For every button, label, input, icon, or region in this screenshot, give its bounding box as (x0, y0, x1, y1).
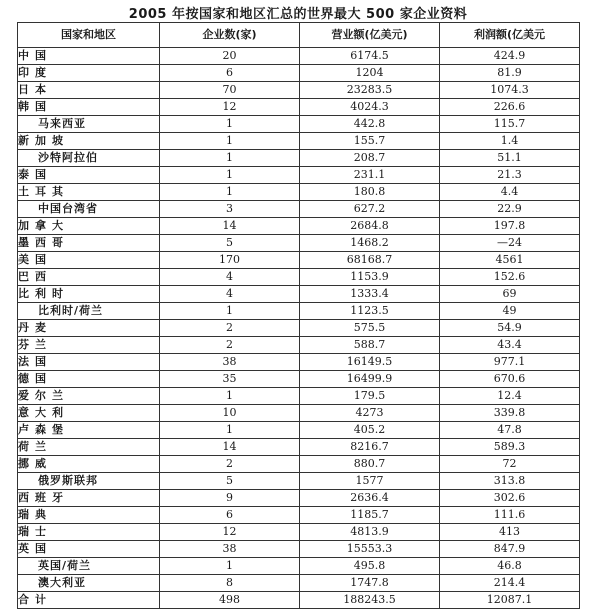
cell-country: 爱尔兰 (18, 388, 160, 405)
cell-count: 5 (160, 235, 300, 252)
table-row (18, 218, 580, 235)
cell-country: 土耳其 (18, 184, 160, 201)
table-row (18, 201, 580, 218)
cell-count: 3 (160, 201, 300, 218)
table-row (18, 354, 580, 371)
table-row (18, 167, 580, 184)
table-row (18, 388, 580, 405)
cell-count: 10 (160, 405, 300, 422)
document-title: 2005 年按国家和地区汇总的世界最大 500 家企业资料 (128, 7, 468, 22)
cell-revenue: 4813.9 (300, 524, 440, 541)
table-row (18, 252, 580, 269)
cell-profit: 197.8 (440, 218, 580, 235)
cell-count: 1 (160, 388, 300, 405)
cell-count: 1 (160, 558, 300, 575)
cell-country: 意大利 (18, 405, 160, 422)
cell-count: 2 (160, 456, 300, 473)
cell-country: 卢森堡 (18, 422, 160, 439)
cell-country: 比利时 (18, 286, 160, 303)
cell-country: 巴西 (18, 269, 160, 286)
cell-revenue: 208.7 (300, 150, 440, 167)
cell-revenue: 4273 (300, 405, 440, 422)
cell-revenue: 16499.9 (300, 371, 440, 388)
table-row (18, 337, 580, 354)
header-count: 企业数(家) (160, 23, 300, 48)
cell-count: 2 (160, 337, 300, 354)
cell-country: 英国/荷兰 (18, 558, 160, 575)
cell-country: 丹麦 (18, 320, 160, 337)
cell-country: 合计 (18, 592, 160, 609)
cell-revenue: 1204 (300, 65, 440, 82)
cell-profit: 111.6 (440, 507, 580, 524)
cell-profit: 1074.3 (440, 82, 580, 99)
cell-profit: 12.4 (440, 388, 580, 405)
cell-revenue: 1468.2 (300, 235, 440, 252)
cell-country: 沙特阿拉伯 (18, 150, 160, 167)
cell-profit: 977.1 (440, 354, 580, 371)
cell-revenue: 2636.4 (300, 490, 440, 507)
cell-profit: 46.8 (440, 558, 580, 575)
cell-revenue: 6174.5 (300, 48, 440, 65)
cell-revenue: 627.2 (300, 201, 440, 218)
header-row (18, 23, 580, 48)
cell-profit: 4.4 (440, 184, 580, 201)
table-row (18, 150, 580, 167)
cell-revenue: 880.7 (300, 456, 440, 473)
cell-country: 新加坡 (18, 133, 160, 150)
cell-country: 瑞士 (18, 524, 160, 541)
header-country: 国家和地区 (18, 23, 160, 48)
cell-count: 12 (160, 524, 300, 541)
cell-revenue: 405.2 (300, 422, 440, 439)
cell-revenue: 231.1 (300, 167, 440, 184)
table-row (18, 82, 580, 99)
table-row (18, 541, 580, 558)
table-row (18, 473, 580, 490)
cell-revenue: 575.5 (300, 320, 440, 337)
cell-count: 6 (160, 507, 300, 524)
cell-profit: 21.3 (440, 167, 580, 184)
cell-count: 9 (160, 490, 300, 507)
cell-profit: 51.1 (440, 150, 580, 167)
table-row (18, 48, 580, 65)
cell-count: 14 (160, 218, 300, 235)
table-row (18, 184, 580, 201)
table-row (18, 116, 580, 133)
cell-count: 1 (160, 167, 300, 184)
cell-count: 4 (160, 269, 300, 286)
cell-count: 20 (160, 48, 300, 65)
cell-revenue: 1123.5 (300, 303, 440, 320)
cell-revenue: 1577 (300, 473, 440, 490)
cell-revenue: 442.8 (300, 116, 440, 133)
table-row (18, 405, 580, 422)
cell-count: 1 (160, 150, 300, 167)
cell-revenue: 1185.7 (300, 507, 440, 524)
cell-profit: 413 (440, 524, 580, 541)
cell-profit: 670.6 (440, 371, 580, 388)
cell-revenue: 8216.7 (300, 439, 440, 456)
cell-revenue: 588.7 (300, 337, 440, 354)
table-row (18, 558, 580, 575)
cell-country: 中国台湾省 (18, 201, 160, 218)
cell-profit: 424.9 (440, 48, 580, 65)
cell-count: 38 (160, 541, 300, 558)
cell-revenue: 4024.3 (300, 99, 440, 116)
cell-count: 4 (160, 286, 300, 303)
cell-revenue: 1153.9 (300, 269, 440, 286)
table-row (18, 235, 580, 252)
cell-count: 1 (160, 184, 300, 201)
cell-revenue: 15553.3 (300, 541, 440, 558)
cell-count: 1 (160, 133, 300, 150)
cell-country: 泰国 (18, 167, 160, 184)
cell-profit: 1.4 (440, 133, 580, 150)
cell-revenue: 68168.7 (300, 252, 440, 269)
cell-revenue: 23283.5 (300, 82, 440, 99)
cell-profit: 313.8 (440, 473, 580, 490)
cell-country: 德国 (18, 371, 160, 388)
cell-profit: 115.7 (440, 116, 580, 133)
cell-count: 1 (160, 303, 300, 320)
table-row (18, 575, 580, 592)
cell-count: 14 (160, 439, 300, 456)
cell-revenue: 180.8 (300, 184, 440, 201)
cell-count: 170 (160, 252, 300, 269)
cell-count: 2 (160, 320, 300, 337)
table-row (18, 371, 580, 388)
table-row (18, 303, 580, 320)
cell-profit: 4561 (440, 252, 580, 269)
table-row (18, 422, 580, 439)
cell-country: 西班牙 (18, 490, 160, 507)
table-row (18, 133, 580, 150)
cell-country: 日本 (18, 82, 160, 99)
cell-revenue: 155.7 (300, 133, 440, 150)
table-row (18, 524, 580, 541)
cell-profit: 226.6 (440, 99, 580, 116)
cell-country: 加拿大 (18, 218, 160, 235)
table-row (18, 286, 580, 303)
cell-profit: 43.4 (440, 337, 580, 354)
cell-country: 印度 (18, 65, 160, 82)
table-row (18, 507, 580, 524)
header-revenue: 营业额(亿美元) (300, 23, 440, 48)
cell-country: 中国 (18, 48, 160, 65)
cell-country: 美国 (18, 252, 160, 269)
table-body (18, 48, 580, 609)
table-row (18, 65, 580, 82)
cell-country: 荷兰 (18, 439, 160, 456)
cell-revenue: 16149.5 (300, 354, 440, 371)
cell-count: 8 (160, 575, 300, 592)
cell-country: 韩国 (18, 99, 160, 116)
cell-revenue: 495.8 (300, 558, 440, 575)
cell-count: 38 (160, 354, 300, 371)
table-row (18, 269, 580, 286)
cell-profit: 72 (440, 456, 580, 473)
cell-revenue: 179.5 (300, 388, 440, 405)
cell-profit: 589.3 (440, 439, 580, 456)
cell-count: 12 (160, 99, 300, 116)
cell-profit: 49 (440, 303, 580, 320)
cell-count: 70 (160, 82, 300, 99)
cell-count: 5 (160, 473, 300, 490)
table-row (18, 439, 580, 456)
header-profit: 利润额(亿美元 (440, 23, 580, 48)
cell-profit: 12087.1 (440, 592, 580, 609)
cell-country: 比利时/荷兰 (18, 303, 160, 320)
cell-count: 1 (160, 422, 300, 439)
cell-profit: 847.9 (440, 541, 580, 558)
cell-revenue: 1333.4 (300, 286, 440, 303)
cell-country: 澳大利亚 (18, 575, 160, 592)
cell-profit: 69 (440, 286, 580, 303)
table-row (18, 320, 580, 337)
cell-country: 挪威 (18, 456, 160, 473)
cell-country: 墨西哥 (18, 235, 160, 252)
cell-count: 1 (160, 116, 300, 133)
cell-profit: 54.9 (440, 320, 580, 337)
cell-profit: 302.6 (440, 490, 580, 507)
cell-country: 法国 (18, 354, 160, 371)
cell-profit: 214.4 (440, 575, 580, 592)
cell-country: 瑞典 (18, 507, 160, 524)
cell-profit: 339.8 (440, 405, 580, 422)
enterprise-table (17, 22, 580, 609)
table-row (18, 490, 580, 507)
table-row (18, 99, 580, 116)
cell-revenue: 188243.5 (300, 592, 440, 609)
cell-profit: —24 (440, 235, 580, 252)
cell-profit: 152.6 (440, 269, 580, 286)
cell-profit: 81.9 (440, 65, 580, 82)
cell-country: 俄罗斯联邦 (18, 473, 160, 490)
cell-profit: 47.8 (440, 422, 580, 439)
cell-revenue: 2684.8 (300, 218, 440, 235)
table-row (18, 592, 580, 609)
cell-country: 英国 (18, 541, 160, 558)
cell-country: 马来西亚 (18, 116, 160, 133)
cell-count: 6 (160, 65, 300, 82)
table-row (18, 456, 580, 473)
cell-country: 芬兰 (18, 337, 160, 354)
cell-revenue: 1747.8 (300, 575, 440, 592)
cell-profit: 22.9 (440, 201, 580, 218)
cell-count: 498 (160, 592, 300, 609)
cell-count: 35 (160, 371, 300, 388)
